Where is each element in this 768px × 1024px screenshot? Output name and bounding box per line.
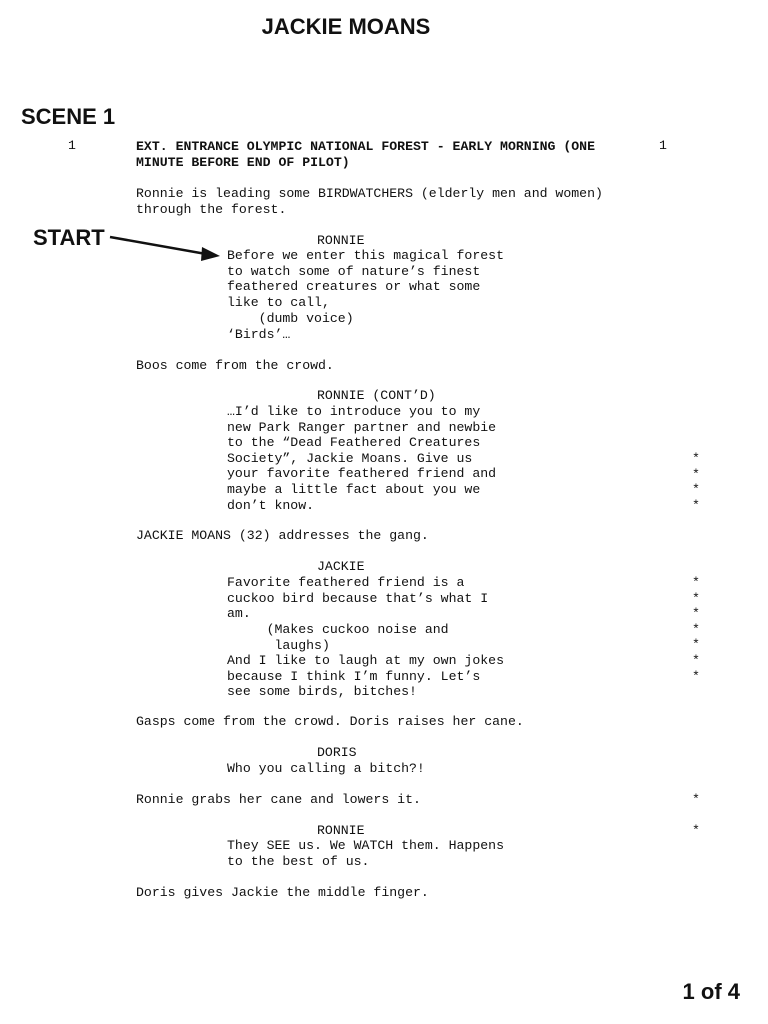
dialogue-line: ‘Birds’… <box>227 327 291 342</box>
start-label: START <box>33 225 105 250</box>
dialogue-line: Favorite feathered friend is a cuckoo bird because that’s what I am. <box>227 575 489 622</box>
action-line: Boos come from the crowd. <box>136 358 334 373</box>
action-line: JACKIE MOANS (32) addresses the gang. <box>136 528 429 543</box>
dialogue-line: Before we enter this magical forest to watch some of nature’s finest feathered creatures or what some like to call, <box>227 248 504 310</box>
slugline: EXT. ENTRANCE OLYMPIC NATIONAL FOREST - EARLY MORNING (ONE MINUTE BEFORE END OF PILOT) <box>136 139 595 170</box>
scene-number-left: 1 <box>68 138 76 153</box>
revision-mark: * <box>692 823 700 838</box>
action-line: Ronnie is leading some BIRDWATCHERS (elderly men and women) through the forest. <box>136 186 603 217</box>
character-name: RONNIE (CONT’D) <box>317 388 436 403</box>
revision-mark: * <box>692 792 700 807</box>
action-line: Ronnie grabs her cane and lowers it. <box>136 792 421 807</box>
revision-marks: * * * * <box>692 451 700 513</box>
character-name: RONNIE <box>317 823 365 838</box>
action-line: Gasps come from the crowd. Doris raises her cane. <box>136 714 524 729</box>
dialogue-line: They SEE us. We WATCH them. Happens to the best of us. <box>227 838 504 869</box>
dialogue-line: …I’d like to introduce you to my new Park Ranger partner and newbie to the “Dead Feathered Creatures Society”, Jackie Moans. Give us your favorite feathered friend and maybe a little fact about you we don’t know. <box>227 404 497 513</box>
page-counter: 1 of 4 <box>682 979 740 1004</box>
document-title: JACKIE MOANS <box>261 14 431 39</box>
character-name: JACKIE <box>317 559 365 574</box>
revision-marks: * * * * * * * <box>692 575 700 684</box>
character-name: DORIS <box>317 745 357 760</box>
scene-heading: SCENE 1 <box>21 104 116 129</box>
action-line: Doris gives Jackie the middle finger. <box>136 885 429 900</box>
parenthetical: (dumb voice) <box>227 311 354 326</box>
dialogue-line: Who you calling a bitch?! <box>227 761 425 776</box>
dialogue-line: And I like to laugh at my own jokes because I think I’m funny. Let’s see some birds, bitches! <box>227 653 504 700</box>
character-name: RONNIE <box>317 233 365 248</box>
scene-number-right: 1 <box>659 138 667 153</box>
parenthetical: (Makes cuckoo noise and laughs) <box>266 622 449 653</box>
start-arrow-icon <box>108 226 224 262</box>
